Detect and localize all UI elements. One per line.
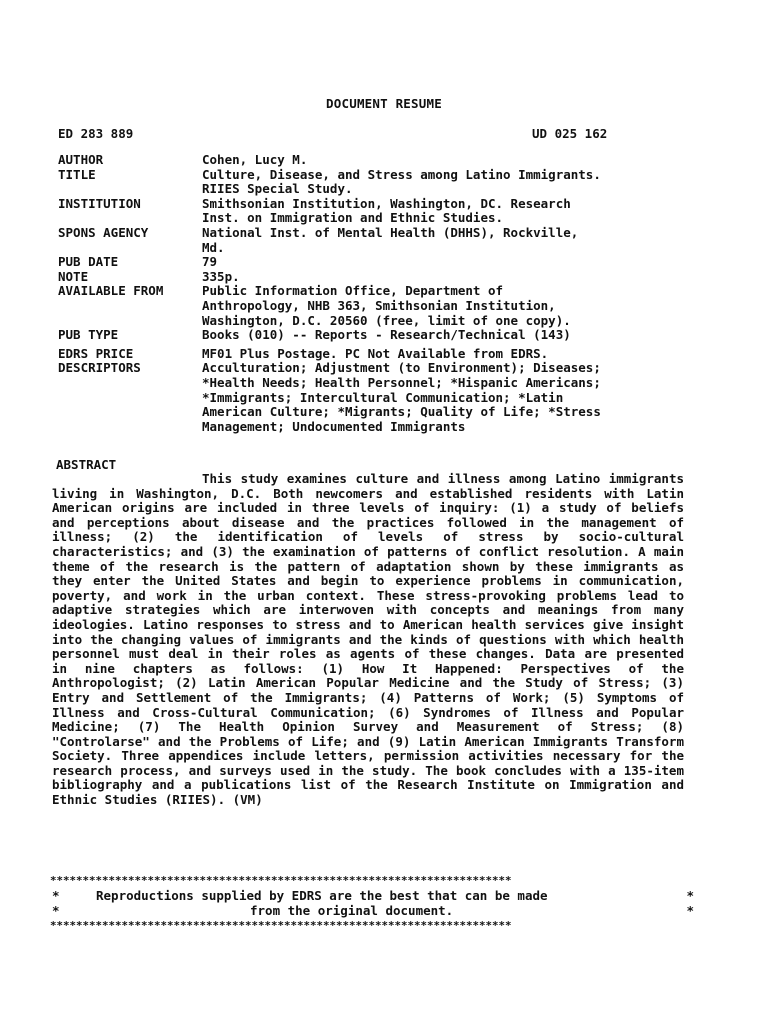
- field-spons-agency: [58, 226, 698, 255]
- field-pub-date: [58, 255, 698, 270]
- abstract-label: ABSTRACT: [56, 457, 117, 472]
- field-label: EDRS PRICE: [58, 345, 134, 361]
- star-edge-left: *: [52, 903, 60, 918]
- reproduction-notice-box: [50, 873, 698, 933]
- field-label: AVAILABLE FROM: [58, 283, 164, 299]
- field-edrs-price: [58, 347, 698, 362]
- field-institution: [58, 197, 698, 226]
- field-value: 335p.: [202, 268, 240, 284]
- field-label: AUTHOR: [58, 152, 104, 167]
- field-value: Acculturation; Adjustment (to Environment); Diseases; *Health Needs; Health Personnel; *Hispanic Americans; *Immigrants; Intercultural Communication; *Latin American Culture; *Migrants; Quality of Life; *Stress Management; Undocumented Immigrants: [202, 360, 601, 434]
- star-edge-right: *: [686, 903, 694, 918]
- document-title: DOCUMENT RESUME: [326, 96, 442, 111]
- field-author: [58, 153, 698, 168]
- field-value: 79: [202, 254, 218, 270]
- field-value: Smithsonian Institution, Washington, DC. Research Inst. on Immigration and Ethnic Studies.: [202, 195, 571, 226]
- star-edge-right: *: [686, 888, 694, 903]
- abstract-text: This study examines culture and illness among Latino immigrants living in Washington, D.C. Both newcomers and established residents with Latin American origins are included in three levels of inquiry: (1) a study of beliefs and perceptions about disease and the practices followed in the management of illness; (2) the identification of levels of stress by socio-cultural characteristics; and (3) the examination of patterns of conflict resolution. A main theme of the research is the pattern of adaptation shown by these immigrants as they enter the United States and begin to experience problems in communication, poverty, and work in the urban context. These stress-provoking problems lead to adaptive strategies which are interwoven with concepts and meanings from many ideologies. Latino responses to stress and to American health services give insight into the changing values of immigrants and the kinds of questions with which health personnel must deal in their roles as agents of these changes. Data are presented in nine chapters as follows: (1) How It Happened: Perspectives of the Anthropologist; (2) Latin American Popular Medicine and the Study of Stress; (3) Entry and Settlement of the Immigrants; (4) Patterns of Work; (5) Symptoms of Illness and Cross-Cultural Communication; (6) Syndromes of Illness and Popular Medicine; (7) The Health Opinion Survey and Measurement of Stress; (8) "Controlarse" and the Problems of Life; and (9) Latin American Immigrants Transform Society. Three appendices include letters, permission activities necessary for the research process, and surveys used in the study. The book concludes with a 135-item bibliography and a publications list of the Research Institute on Immigration and Ethnic Studies (RIIES). (VM): [52, 471, 684, 808]
- field-label: PUB TYPE: [58, 327, 119, 343]
- field-value: Culture, Disease, and Stress among Latino Immigrants. RIIES Special Study.: [202, 166, 601, 197]
- star-border-top: ***********************************************************************: [50, 874, 512, 887]
- star-edge-left: *: [52, 888, 60, 903]
- field-pub-type: [58, 328, 698, 343]
- field-label: DESCRIPTORS: [58, 360, 141, 376]
- field-note: [58, 270, 698, 285]
- field-label: TITLE: [58, 166, 96, 182]
- field-label: PUB DATE: [58, 254, 119, 270]
- notice-line-2: from the original document.: [250, 903, 454, 918]
- field-value: Books (010) -- Reports - Research/Technical (143): [202, 327, 571, 343]
- field-label: NOTE: [58, 268, 89, 284]
- field-title: [58, 168, 698, 197]
- field-value: Public Information Office, Department of Anthropology, NHB 363, Smithsonian Institution, Washington, D.C. 20560 (free, limit of one copy).: [202, 283, 571, 328]
- bibliographic-fields: [58, 153, 698, 434]
- field-value: Cohen, Lucy M.: [202, 152, 308, 167]
- field-label: INSTITUTION: [58, 195, 141, 211]
- field-available-from: [58, 284, 698, 328]
- notice-row-2: [50, 903, 698, 918]
- notice-row-1: [50, 888, 698, 903]
- field-label: SPONS AGENCY: [58, 224, 149, 240]
- ud-number: UD 025 162: [532, 126, 608, 141]
- field-descriptors: [58, 361, 698, 434]
- star-border-bottom: ***********************************************************************: [50, 919, 512, 932]
- ed-number: ED 283 889: [58, 126, 134, 141]
- notice-line-1: Reproductions supplied by EDRS are the best that can be made: [96, 888, 548, 903]
- field-value: MF01 Plus Postage. PC Not Available from EDRS.: [202, 345, 549, 361]
- field-value: National Inst. of Mental Health (DHHS), Rockville, Md.: [202, 224, 579, 255]
